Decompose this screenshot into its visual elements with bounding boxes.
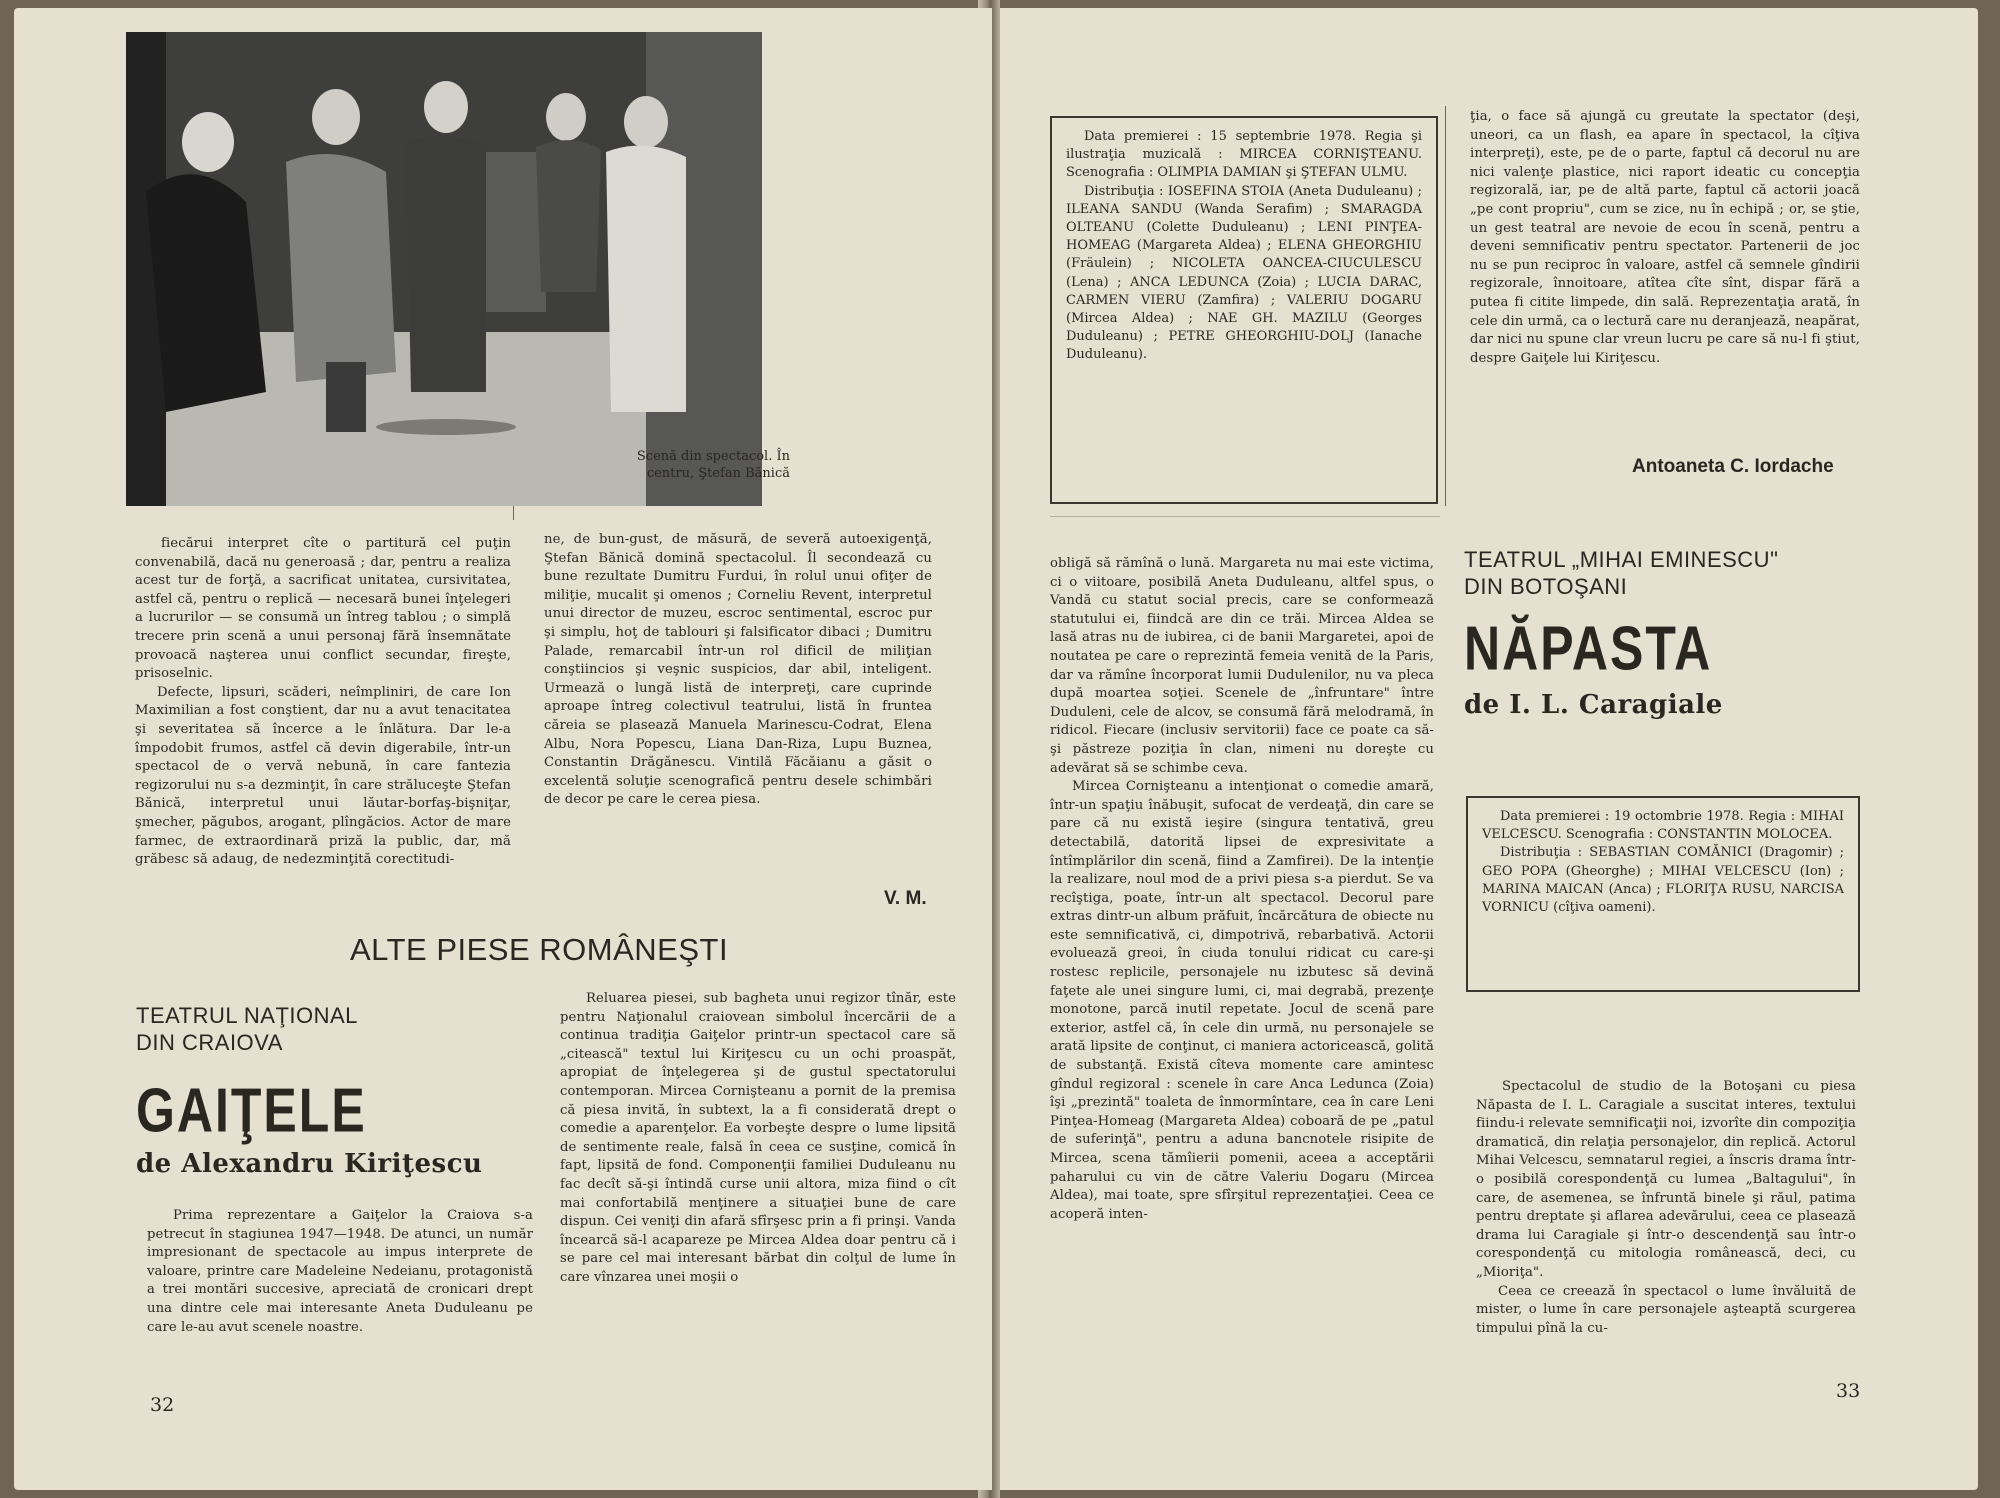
article-column-right-top — [1470, 108, 1860, 368]
stage-photo — [126, 32, 762, 506]
page-number: 33 — [1836, 1380, 1861, 1402]
article-column-1 — [135, 535, 511, 870]
right-page — [1000, 8, 1978, 1490]
article-signature: V. M. — [884, 888, 927, 909]
section-heading: ALTE PIESE ROMÂNEŞTI — [350, 932, 729, 967]
paragraph: Prima reprezentare a Gaiţelor la Craiova s-a petrecut în stagiunea 1947—1948. De atunci, un număr impresionant de spectacole au impus interprete de valoare, printre care Madeleine Nedeianu, protagonistă a trei montări succesive, apreciată de cronicari drept una dintre cele mai interesante Aneta Duduleanu pe care le-au avut scenele noastre. — [147, 1208, 533, 1335]
column-tick — [513, 506, 514, 520]
section-rule — [1050, 516, 1440, 517]
theatre-name-line: TEATRUL NAŢIONAL — [136, 1003, 358, 1028]
credits-paragraph: Distribuţia : SEBASTIAN COMĂNICI (Dragomir) ; GEO POPA (Gheorghe) ; MIHAI VELCESCU (Ion) ; MARINA MAICAN (Anca) ; FLORIŢA RUSU, NARCISA VORNICU (cîţiva oameni). — [1482, 845, 1844, 916]
credits-paragraph: Data premierei : 15 septembrie 1978. Regia şi ilustraţia muzicală : MIRCEA CORNIŞTEANU. Scenografia : OLIMPIA DAMIAN şi ŞTEFAN ULMU. — [1066, 129, 1422, 181]
paragraph: ne, de bun-gust, de măsură, de severă autoexigenţă, Ştefan Bănică domină spectacolul. Îl secondează cu bune rezultate Dumitru Furdui, în rolul unui ofiţer de miliţie, mucalit şi omenos ; Corneliu Revent, interpretul unui director de muzeu, escroc sentimental, escroc pur şi simplu, hoţ de tablouri şi falsificator dibaci ; Dumitru Palade, remarcabil într-un rol dificil de miliţian conştiincios şi veşnic suspicios, dar abil, inteligent. Urmează o lungă listă de interpreţi, care cuprinde aproape întreg colectivul teatrului, listă în fruntea căreia se plasează Manuela Marinescu-Codrat, Elena Albu, Nora Popescu, Liana Dan-Riza, Lupu Buznea, Constantin Drăgănescu. Vintilă Făcăianu a găsit o excelentă soluţie scenografică pentru desele schimbări de decor pe care le cerea piesa. — [544, 532, 932, 808]
credits-box — [1466, 796, 1860, 992]
credits-box — [1050, 116, 1438, 504]
theatre-name — [1464, 546, 1964, 600]
play-title: NĂPASTA — [1464, 613, 1713, 684]
play-title: GAIŢELE — [136, 1075, 367, 1146]
play-author: de I. L. Caragiale — [1464, 690, 1723, 720]
article-column-left — [1050, 555, 1434, 1224]
play-author: de Alexandru Kiriţescu — [136, 1149, 483, 1179]
credits-paragraph: Data premierei : 19 octombrie 1978. Regia : MIHAI VELCESCU. Scenografia : CONSTANTIN MOLOCEA. — [1482, 809, 1844, 843]
theatre-name-line: TEATRUL „MIHAI EMINESCU" — [1464, 547, 1779, 572]
article-column-4 — [560, 990, 956, 1288]
article-column-3 — [147, 1207, 533, 1337]
paragraph: obligă să rămînă o lună. Margareta nu mai este victima, ci o viitoare, posibilă Aneta Duduleanu, altfel spus, o Vandă cu statut social precis, care se conformează statutului ei, fiindcă are din ce trăi. Mircea Aldea se lasă atras nu de iubirea, ci de banii Margaretei, apoi de noutatea pe care o reprezintă femeia venită de la Paris, dar va rămîne încorporat lumii Dudulenilor, nu va pleca după moartea soţiei. Scenele de „înfruntare" între Duduleni, cele de alcov, se consumă fără melodramă, în ridicol. Fiecare (inclusiv servitorii) face ce poate ca să-şi păstreze poziţia în clan, nimeni nu doreşte cu adevărat să se schimbe ceva. — [1050, 556, 1434, 776]
theatre-name-line: DIN CRAIOVA — [136, 1030, 283, 1055]
theatre-name — [136, 1002, 358, 1056]
article-column-right-bottom — [1476, 1078, 1856, 1338]
column-divider — [1445, 106, 1446, 506]
credits-paragraph: Distribuţia : IOSEFINA STOIA (Aneta Duduleanu) ; ILEANA SANDU (Wanda Serafim) ; SMARAGDA OLTEANU (Colette Duduleanu) ; LENI PINŢEA-HOMEAG (Margareta Aldea) ; ELENA GHEORGHIU (Fräulein) ; NICOLETA OANCEA-CIUCULESCU (Lena) ; ANCA LEDUNCA (Zoia) ; LUCIA DARAC, CARMEN VIERU (Zamfira) ; VALERIU DOGARU (Mircea Aldea) ; NAE GH. MAZILU (Georges Duduleanu) ; PETRE GHEORGHIU-DOLJ (Ianache Duduleanu). — [1066, 183, 1422, 363]
article-signature: Antoaneta C. Iordache — [1632, 456, 1834, 477]
photo-caption: Scenă din spectacol. În centru, Ştefan Bănică — [636, 449, 790, 481]
paragraph: Spectacolul de studio de la Botoşani cu piesa Năpasta de I. L. Caragiale a suscitat interes, textului fiindu-i relevate semnificaţii noi, izvorîte din compoziţia dramatică, din relaţia personajelor, din replică. Actorul Mihai Velcescu, semnatarul regiei, a înscris drama într-o posibilă corespondenţă cu lumea „Baltagului", în care, de asemenea, se înfruntă binele şi răul, patima pentru dreptate şi aflarea adevărului, ceea ce plasează drama lui Caragiale şi într-o descendenţă sau într-o corespondenţă cu mitologia românească, deci, cu „Mioriţa". — [1476, 1079, 1856, 1280]
left-page — [14, 8, 992, 1490]
paragraph: Ceea ce creează în spectacol o lume învăluită de mister, o lume în care personajele aşteaptă scurgerea timpului pînă la cu- — [1476, 1283, 1856, 1336]
stage-photo-illustration — [126, 32, 762, 506]
theatre-name-line: DIN BOTOŞANI — [1464, 574, 1628, 599]
article-column-2 — [544, 531, 932, 810]
paragraph: Defecte, lipsuri, scăderi, neîmpliniri, de care Ion Maximilian a fost conştient, dar nu a avut tenacitatea şi severitatea să încerce a le înlătura. Dar le-a împodobit frumos, astfel că devin digerabile, într-un spectacol de o vervă nebună, în care fantezia regizorului nu s-a dezminţit, în care străluceşte Ştefan Bănică, interpretul unui lăutar-borfaş-bişniţar, şmecher, păgubos, arogant, plîngăcios. Actor de mare farmec, de extraordinară priză la public, dar, mă grăbesc să adaug, de nedezminţită corectitudi- — [135, 684, 511, 868]
page-number: 32 — [150, 1394, 175, 1416]
paragraph: ţia, o face să ajungă cu greutate la spectator (deşi, uneori, ca un flash, ea apare în spectacol, la cîţiva interpreţi), este, pe de o parte, faptul că decorul nu are nici valenţe plastice, nici raport ideatic cu concepţia regizorală, iar, pe de altă parte, faptul că actorii joacă „pe cont propriu", cum se zice, nu în echipă ; or, se ştie, un gest teatral are nevoie de ecou în scenă, pentru a deveni semnificativ pentru spectator. Partenerii de joc nu se pun reciproc în valoare, astfel că semnele gîndirii regizorale, înnoitoare, atîtea cîte sînt, dispar fără a putea fi citite limpede, din sală. Reprezentaţia arată, în cele din urmă, ca o lectură care nu deranjează, neapărat, dar nici nu spune clar vreun lucru pe care să nu-l fi ştiut, despre Gaiţele lui Kiriţescu. — [1470, 109, 1860, 366]
paragraph: Reluarea piesei, sub bagheta unui regizor tînăr, este pentru Naţionalul craiovean simbolul încercării de a continua tradiţia Gaiţelor printr-un spectacol care să „citească" textul lui Kiriţescu cu un ochi proaspăt, apropiat de înţelegerea şi de gustul spectatorului contemporan. Mircea Cornişteanu a pornit de la premisa că piesa invită, în subtext, la a fi considerată drept o comedie a aparenţelor. Ea vorbeşte despre o lume lipsită de sentimente reale, falsă în ceea ce susţine, comică în fapt, lipsită de fond. Componenţii familiei Duduleanu nu fac decît să-şi întindă curse unii altora, miza fiind o cît mai confortabilă menţinere a situaţiei bune de care dispun. Cei veniţi din afară sfîrşesc prin a fi prinşi. Vanda încearcă să-l acapareze pe Mircea Aldea doar pentru că i se pare cel mai interesant bărbat din colţul de lume în care vînzarea unei moşii o — [560, 991, 956, 1285]
paragraph: Mircea Cornişteanu a intenţionat o comedie amară, într-un spaţiu înăbuşit, sufocat de verdeaţă, din care se pare că nu există ieşire (singura tentativă, greu detectabilă, datorită lipsei de expresivitate a întîmplărilor din scenă, fiind a Zamfirei). De la intenţie la realizare, noul mod de a privi piesa s-a pierdut. Se va recîştiga, poate, într-un alt spectacol. Decorul pare extras dintr-un album prăfuit, încărcătura de obiecte nu este semnificativă, ci, dimpotrivă, rebarbativă. Actorii evoluează greoi, în ciuda tonului ridicat cu care-şi rostesc replicile, personajele nu izbutesc să devină faţete ale unei singure lumi, ci, mai degrabă, prezenţe monotone, parcă inutil repetate. Jocul de scenă pare exterior, astfel că, în cele din urmă, nu personajele se arată lipsite de conţinut, ci maniera actoricească, golită de substanţă. Există cîteva momente care amintesc gîndul regizoral : scenele în care Anca Ledunca (Zoia) îşi „prezintă" toaleta de înmormîntare, cea în care Leni Pinţea-Homeag (Margareta Aldea) coboară de pe „patul de suferinţă", pentru a aduna bancnotele risipite de Mircea, scena tămîierii pomenii, aceea a acceptării paharului cu vin de către Valeriu Dogaru (Mircea Aldea), mai toate, spre sfîrşitul reprezentaţiei. Ceea ce acoperă inten- — [1050, 779, 1434, 1222]
paragraph: fiecărui interpret cîte o partitură cel puţin convenabilă, dacă nu generoasă ; dar, pentru a realiza acest tur de forţă, a sacrificat unitatea, cursivitatea, astfel că, pentru o replică — necesară bunei înţelegeri a lucrurilor — se consumă un întreg tablou ; o simplă trecere prin scenă a unui personaj fără însemnătate provoacă naşterea unui conflict secundar, fireşte, prisoselnic. — [135, 536, 511, 682]
